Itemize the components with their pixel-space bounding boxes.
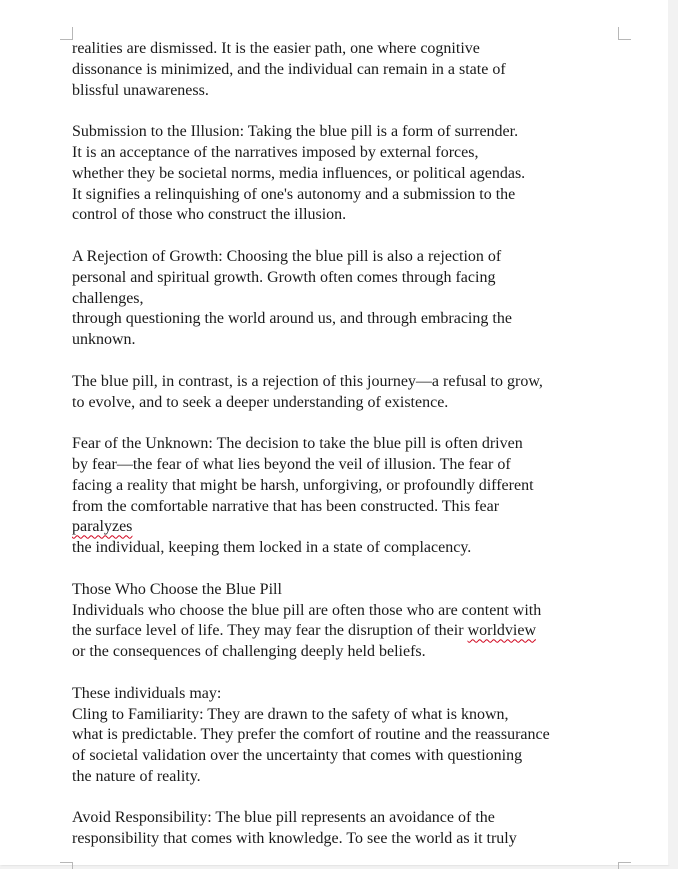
page-background-edge — [668, 0, 678, 865]
paragraph-spacer — [72, 788, 632, 809]
text-line — [72, 517, 632, 538]
paragraph — [72, 684, 632, 788]
text-line: realities are dismissed. It is the easier path, one where cognitive — [72, 40, 480, 57]
text-line: Avoid Responsibility: The blue pill represents an avoidance of the — [72, 809, 495, 827]
text-line: or the consequences of challenging deeply held beliefs. — [72, 643, 426, 661]
paragraph — [72, 580, 632, 663]
text-line: These individuals may: — [72, 684, 222, 702]
text-line: Submission to the Illusion: Taking the blue pill is a form of surrender. — [72, 123, 519, 141]
paragraph-spacer — [72, 559, 632, 580]
text-line: whether they be societal norms, media influences, or political agendas. — [72, 164, 526, 182]
text-line: blissful unawareness. — [72, 81, 209, 99]
text-line: It signifies a relinquishing of one's autonomy and a submission to the — [72, 185, 516, 203]
spellcheck-flagged-word[interactable]: paralyzes — [72, 518, 133, 536]
paragraph — [72, 39, 632, 101]
text-line: through questioning the world around us, and through embracing the — [72, 310, 512, 328]
paragraph — [72, 372, 632, 414]
text-line: Cling to Familiarity: They are drawn to the safety of what is known, — [72, 705, 509, 723]
text-line: unknown. — [72, 331, 136, 349]
margin-corner-bottom-left — [60, 862, 73, 869]
margin-corner-bottom-right — [618, 862, 631, 869]
paragraph-spacer — [72, 226, 632, 247]
text-line: by fear—the fear of what lies beyond the veil of illusion. The fear of — [72, 455, 511, 473]
text-line: the surface level of life. They may fear the disruption of their worldview — [72, 622, 536, 640]
paragraph-spacer — [72, 413, 632, 434]
text-line: It is an acceptance of the narratives imposed by external forces, — [72, 143, 479, 161]
paragraph-spacer — [72, 663, 632, 684]
text-line: A Rejection of Growth: Choosing the blue pill is also a rejection of — [72, 247, 502, 265]
paragraph — [72, 247, 632, 351]
text-line: to evolve, and to seek a deeper understanding of existence. — [72, 393, 449, 411]
text-line: responsibility that comes with knowledge. To see the world as it truly — [72, 830, 517, 848]
text-line: Those Who Choose the Blue Pill — [72, 580, 282, 598]
paragraph — [72, 122, 632, 226]
spellcheck-flagged-word[interactable]: worldview — [467, 622, 536, 640]
text-line: the individual, keeping them locked in a state of complacency. — [72, 539, 472, 557]
paragraph — [72, 434, 632, 559]
text-line: The blue pill, in contrast, is a rejection of this journey—a refusal to grow, — [72, 372, 543, 390]
text-line: Fear of the Unknown: The decision to take the blue pill is often driven — [72, 435, 523, 453]
text-line: of societal validation over the uncertainty that comes with questioning — [72, 747, 523, 765]
text-line: challenges, — [72, 289, 144, 307]
text-line: personal and spiritual growth. Growth often comes through facing — [72, 268, 496, 286]
text-line: from the comfortable narrative that has been constructed. This fear — [72, 497, 500, 515]
text-line: dissonance is minimized, and the individual can remain in a state of — [72, 60, 506, 78]
paragraph-spacer — [72, 351, 632, 372]
text-line: Individuals who choose the blue pill are often those who are content with — [72, 601, 542, 619]
text-line: the nature of reality. — [72, 767, 201, 785]
paragraph — [72, 808, 632, 850]
text-line: facing a reality that might be harsh, unforgiving, or profoundly different — [72, 476, 534, 494]
text-line: what is predictable. They prefer the comfort of routine and the reassurance — [72, 726, 550, 744]
text-line: control of those who construct the illusion. — [72, 206, 347, 224]
document-body[interactable] — [72, 39, 632, 850]
paragraph-spacer — [72, 101, 632, 122]
